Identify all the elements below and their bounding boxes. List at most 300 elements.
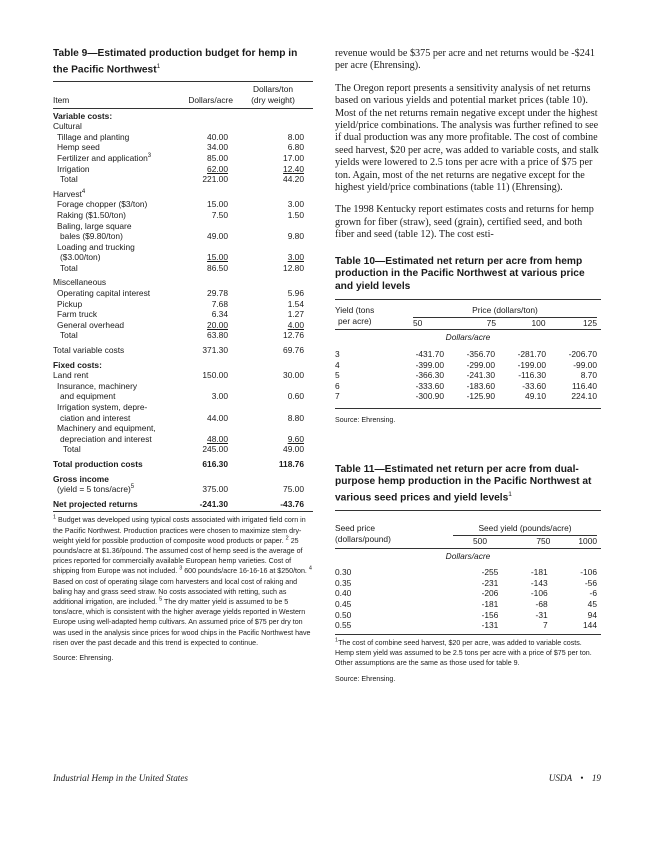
value: -43.76 xyxy=(280,498,304,509)
table-11-rows xyxy=(335,567,601,631)
column-header: 125 xyxy=(583,317,597,328)
footnote-marker: 5 xyxy=(130,484,135,491)
value: 85.00 xyxy=(207,152,228,163)
table-row xyxy=(335,620,601,631)
value-cell: -125.90 xyxy=(466,391,495,402)
value: 12.76 xyxy=(283,330,304,341)
footnote-marker: 3 xyxy=(179,566,183,573)
row-label xyxy=(53,199,168,210)
bullet-separator: • xyxy=(580,773,584,783)
value: 49.00 xyxy=(283,444,304,455)
row-header: per acre) xyxy=(338,315,372,326)
dollars-per-acre-cell xyxy=(168,413,228,424)
value-cell: 49.10 xyxy=(525,391,546,402)
dollars-per-ton-cell xyxy=(228,391,313,402)
value-cell: -241.30 xyxy=(466,370,495,381)
table-row xyxy=(335,588,601,599)
body-paragraph: The Oregon report presents a sensitivity analysis of net returns based on various yields and potential market prices (table 10). Most of the net returns remain negative except under the highest yield/price combinations. The analysis was further refined to see if dual production was any more profitable. The cost of combine seed harvest, $20 per acre, was added to variable costs, and stalk yields were lowered to 2.5 tons per acre with a price of $75 per ton. Again, most of the net returns are negative except for the highest yield/price combinations (table 11) (Ehrensing). xyxy=(335,82,599,194)
value-cell: -366.30 xyxy=(415,370,444,381)
row-label xyxy=(53,474,168,485)
value-cell: -33.60 xyxy=(522,380,546,391)
row-label-text: Miscellaneous xyxy=(53,277,107,288)
table-9 xyxy=(53,48,313,662)
table-row xyxy=(335,391,601,402)
value: 86.50 xyxy=(207,262,228,273)
value: 4.00 xyxy=(287,319,304,330)
dollars-per-acre-cell xyxy=(168,142,228,153)
seed-price-cell: 0.35 xyxy=(335,577,352,588)
seed-price-cell: 0.40 xyxy=(335,588,352,599)
dollars-per-ton-cell xyxy=(228,153,313,164)
row-label-text: Loading and trucking xyxy=(57,241,135,252)
table-row xyxy=(335,578,601,589)
row-label-text: and equipment xyxy=(60,391,116,402)
dollars-per-ton-cell xyxy=(228,174,313,185)
row-label xyxy=(53,423,168,434)
row-label xyxy=(53,345,168,356)
row-label-text: Harvest xyxy=(53,188,82,199)
value: 12.80 xyxy=(283,262,304,273)
table-row xyxy=(53,499,313,510)
row-label xyxy=(53,413,168,424)
table-rule xyxy=(53,511,313,512)
value: 118.76 xyxy=(278,458,304,469)
table-9-source: Source: Ehrensing. xyxy=(53,654,114,662)
table-rule xyxy=(53,81,313,82)
row-label xyxy=(53,444,168,455)
table-row xyxy=(53,309,313,320)
dollars-per-acre-cell xyxy=(168,199,228,210)
dollars-per-ton-cell xyxy=(228,263,313,274)
row-label-text: Land rent xyxy=(53,370,89,381)
dollars-per-ton-cell xyxy=(228,199,313,210)
seed-price-cell: 0.50 xyxy=(335,609,352,620)
dollars-per-acre-cell xyxy=(168,309,228,320)
yield-cell: 7 xyxy=(335,391,340,402)
table-row xyxy=(335,567,601,578)
dollars-per-acre-cell xyxy=(168,330,228,341)
value-cell: -106 xyxy=(530,588,548,599)
row-label-text: General overhead xyxy=(57,319,125,330)
footnote-marker: 2 xyxy=(285,535,289,542)
header-dollars-acre: Dollars/acre xyxy=(188,94,233,105)
table-row xyxy=(53,434,313,445)
row-label-text: (yield = 5 tons/acre) xyxy=(57,484,131,495)
value-cell: 116.40 xyxy=(572,380,597,391)
value: 3.00 xyxy=(287,199,304,210)
dollars-per-ton-cell xyxy=(228,299,313,310)
row-label xyxy=(53,132,168,143)
row-label xyxy=(53,142,168,153)
value: 1.50 xyxy=(287,209,304,220)
table-9-body xyxy=(53,84,313,509)
value: 15.00 xyxy=(207,199,228,210)
yield-cell: 5 xyxy=(335,370,340,381)
dollars-per-acre-cell xyxy=(168,288,228,299)
row-label xyxy=(53,381,168,392)
dollars-per-acre-cell xyxy=(168,299,228,310)
dollars-per-acre-cell xyxy=(168,370,228,381)
row-label-text: depreciation and interest xyxy=(60,433,152,444)
dollars-per-acre-cell xyxy=(168,320,228,331)
row-label-text: Insurance, machinery xyxy=(57,380,138,391)
yield-cell: 6 xyxy=(335,380,340,391)
table-10-header xyxy=(335,305,601,328)
row-label-text: Net projected returns xyxy=(53,498,138,509)
value: 30.00 xyxy=(283,370,304,381)
row-header: Seed price xyxy=(335,523,376,534)
dollars-per-acre-cell xyxy=(168,459,228,470)
table-row xyxy=(53,221,313,232)
body-paragraph: The 1998 Kentucky report estimates costs and returns for hemp grown for fiber (straw), seed (grain), certified seed, and both fiber and seed (table 12). The cost esti- xyxy=(335,204,594,241)
dollars-per-acre-cell xyxy=(168,484,228,495)
dollars-per-acre-cell xyxy=(168,444,228,455)
table-row xyxy=(53,345,313,356)
row-label-text: Operating capital interest xyxy=(57,288,151,299)
row-label xyxy=(53,164,168,175)
row-label-text: Fertilizer and application xyxy=(57,152,148,163)
dollars-per-ton-cell xyxy=(228,345,313,356)
footnote-text: 600 pounds/acre 16-16-16 at $250/ton. xyxy=(182,567,309,576)
value: 3.00 xyxy=(287,252,304,263)
value: 44.20 xyxy=(283,174,304,185)
value: 44.00 xyxy=(207,412,228,423)
row-label xyxy=(53,277,168,288)
table-9-notes xyxy=(53,515,313,648)
footnote-marker: 5 xyxy=(159,596,163,603)
row-label-text: Irrigation system, depre- xyxy=(57,402,148,413)
page-number: 19 xyxy=(591,773,601,783)
value-cell: -183.60 xyxy=(466,380,495,391)
dollars-per-ton-cell xyxy=(228,484,313,495)
row-label xyxy=(53,221,168,232)
row-label xyxy=(53,231,168,242)
row-label-text: Total variable costs xyxy=(53,345,125,356)
value-cell: -6 xyxy=(589,588,597,599)
footnote-marker: 3 xyxy=(147,153,152,160)
value-cell: -299.00 xyxy=(466,359,495,370)
row-label xyxy=(53,309,168,320)
value: -241.30 xyxy=(199,498,228,509)
dollars-per-ton-cell xyxy=(228,499,313,510)
table-rule xyxy=(335,299,601,300)
dollars-per-acre-cell xyxy=(168,174,228,185)
value-cell: 144 xyxy=(583,620,597,631)
seed-price-cell: 0.45 xyxy=(335,598,352,609)
group-header: Price (dollars/ton) xyxy=(413,305,597,318)
value: 8.80 xyxy=(287,412,304,423)
value: 75.00 xyxy=(283,484,304,495)
table-10-source: Source: Ehrensing. xyxy=(335,415,396,424)
row-label-text: Forage chopper ($3/ton) xyxy=(57,199,148,210)
table-row xyxy=(53,111,313,122)
table-row xyxy=(53,164,313,175)
value-cell: -399.00 xyxy=(415,359,444,370)
row-label xyxy=(53,189,168,200)
dollars-per-acre-cell xyxy=(168,164,228,175)
publication-title: Industrial Hemp in the United States xyxy=(53,773,188,783)
table-rule xyxy=(335,510,601,511)
table-rule xyxy=(335,548,601,549)
value-cell: -255 xyxy=(481,567,499,578)
value-cell: -206 xyxy=(481,588,499,599)
value-cell: -31 xyxy=(535,609,548,620)
table-row xyxy=(53,263,313,274)
dollars-per-ton-cell xyxy=(228,370,313,381)
table-11-header xyxy=(335,523,601,546)
row-label xyxy=(53,299,168,310)
yield-cell: 3 xyxy=(335,348,340,359)
dollars-per-ton-cell xyxy=(228,330,313,341)
value-cell: -106 xyxy=(580,567,597,578)
table-row xyxy=(53,423,313,434)
dollars-per-ton-cell xyxy=(228,252,313,263)
seed-price-cell: 0.30 xyxy=(335,567,352,578)
row-label-text: Total xyxy=(63,444,81,455)
table-row xyxy=(53,189,313,200)
footnote-text: Based on cost of operating silage corn harvesters and local cost of raking and baling hay and grass seed straw. No costs associated with retting, such as additional irrigation, are included. xyxy=(53,577,298,606)
row-label xyxy=(53,499,168,510)
value: 375.00 xyxy=(202,484,228,495)
footnote-text: 25 pounds/acre at $1.36/pound. The assumed cost of hemp seed is the average of prices reported for commercially available European hemp varieties. Cost of shipping from Europe was not included. xyxy=(53,536,303,576)
value: 40.00 xyxy=(207,131,228,142)
value: 245.00 xyxy=(202,444,228,455)
value-cell: -231 xyxy=(481,577,499,588)
page-number-block xyxy=(549,773,601,783)
dollars-per-ton-cell xyxy=(228,164,313,175)
row-label xyxy=(53,174,168,185)
value-cell: -181 xyxy=(481,598,499,609)
value: 62.00 xyxy=(207,163,228,174)
table-row xyxy=(53,299,313,310)
row-label xyxy=(53,242,168,253)
row-label-text: Total production costs xyxy=(53,458,143,469)
right-column xyxy=(335,48,601,685)
row-label-text: Raking ($1.50/ton) xyxy=(57,209,126,220)
group-header: Seed yield (pounds/acre) xyxy=(453,523,597,536)
table-row xyxy=(335,360,601,371)
row-label-text: ciation and interest xyxy=(60,412,131,423)
row-label xyxy=(53,252,168,263)
value-cell: -143 xyxy=(530,577,548,588)
value-cell: 224.10 xyxy=(571,391,597,402)
table-row xyxy=(53,142,313,153)
row-label xyxy=(53,459,168,470)
column-header: 500 xyxy=(473,536,487,547)
table-row xyxy=(335,349,601,360)
column-header: 1000 xyxy=(578,536,598,547)
row-label-text: Total xyxy=(60,262,78,273)
row-header: (dollars/pound) xyxy=(335,534,391,545)
table-row xyxy=(53,153,313,164)
table-rule xyxy=(335,634,601,635)
table-row xyxy=(335,370,601,381)
value: 221.00 xyxy=(202,174,228,185)
value: 5.96 xyxy=(287,288,304,299)
value-cell: 8.70 xyxy=(580,370,597,381)
table-row xyxy=(335,599,601,610)
value-cell: 7 xyxy=(542,620,548,631)
table-row xyxy=(53,288,313,299)
value: 8.00 xyxy=(287,131,304,142)
dollars-per-acre-cell xyxy=(168,252,228,263)
dollars-per-ton-cell xyxy=(228,231,313,242)
row-label xyxy=(53,370,168,381)
footnote-text: The dry matter yield is assumed to be 5 tons/acre, which is consistent with the higher average yields reported in Western Europe using well-adapted hemp cultivars. An assumed price of $75 per dry ton was used in the analysis since prices for wood chips in the Pacific Northwest have risen over the past decade and this trend is expected to continue. xyxy=(53,597,311,647)
table-row xyxy=(53,413,313,424)
row-label xyxy=(53,360,168,371)
column-header: 75 xyxy=(486,317,496,328)
unit-label: Dollars/acre xyxy=(445,332,491,343)
agency-label: USDA xyxy=(548,773,572,783)
value-cell: -56 xyxy=(584,577,597,588)
footnote-marker: 1 xyxy=(53,515,57,521)
dollars-per-acre-cell xyxy=(168,391,228,402)
row-label-text: Hemp seed xyxy=(57,142,100,153)
value-cell: -206.70 xyxy=(568,348,597,359)
dollars-per-acre-cell xyxy=(168,345,228,356)
dollars-per-ton-cell xyxy=(228,413,313,424)
dollars-per-acre-cell xyxy=(168,263,228,274)
column-header: 100 xyxy=(531,317,546,328)
dollars-per-acre-cell xyxy=(168,132,228,143)
table-rule xyxy=(335,329,601,330)
row-label xyxy=(53,263,168,274)
value: 371.30 xyxy=(202,345,228,356)
table-row xyxy=(53,132,313,143)
row-label-text: Machinery and equipment, xyxy=(57,423,156,434)
value-cell: -116.30 xyxy=(518,370,546,381)
header-dollars-ton: Dollars/ton (dry weight) xyxy=(251,84,295,105)
dollars-per-ton-cell xyxy=(228,434,313,445)
dollars-per-ton-cell xyxy=(228,132,313,143)
table-row xyxy=(53,370,313,381)
table-11-note: $^1$The cost of combine seed harvest, $20 per acre, was added to variable costs. Hemp stem yield was assumed to be 2.5 tons per acre with a price of $75 per ton. Other assumptions are the same as those used for table 9. xyxy=(335,637,592,668)
row-label xyxy=(53,320,168,331)
value: 17.00 xyxy=(283,152,304,163)
value: 1.54 xyxy=(287,298,304,309)
dollars-per-ton-cell xyxy=(228,444,313,455)
dollars-per-ton-cell xyxy=(228,320,313,331)
value: 20.00 xyxy=(207,319,228,330)
dollars-per-ton-cell xyxy=(228,459,313,470)
row-label xyxy=(53,391,168,402)
value-cell: -281.70 xyxy=(517,348,546,359)
table-row xyxy=(335,610,601,621)
row-label-text: Farm truck xyxy=(57,309,98,320)
body-paragraph: revenue would be $375 per acre and net returns would be -$241 per acre (Ehrensing). xyxy=(335,48,595,72)
table-rule xyxy=(335,408,601,409)
row-label xyxy=(53,121,168,132)
table-11-title: Table 11—Estimated net return per acre from dual-purpose hemp production in the Pacific Northwest at various seed prices and yield levels$^1$ xyxy=(335,463,592,503)
row-label xyxy=(53,288,168,299)
column-headers xyxy=(453,536,601,547)
row-label-text: Baling, large square xyxy=(57,220,132,231)
row-label-text: Fixed costs: xyxy=(53,359,102,370)
value-cell: -156 xyxy=(481,609,499,620)
table-row xyxy=(53,402,313,413)
column-headers xyxy=(393,318,601,329)
value: 34.00 xyxy=(207,142,228,153)
value-cell: -300.90 xyxy=(415,391,444,402)
value: 63.80 xyxy=(207,330,228,341)
value: 616.30 xyxy=(202,458,228,469)
value-cell: -99.00 xyxy=(573,359,597,370)
row-label xyxy=(53,210,168,221)
value-cell: -131 xyxy=(481,620,499,631)
value: 15.00 xyxy=(207,252,228,263)
footnote-marker: 4 xyxy=(81,188,86,195)
seed-price-cell: 0.55 xyxy=(335,620,352,631)
table-10-rows xyxy=(335,349,601,402)
row-label-text: Irrigation xyxy=(57,163,90,174)
row-label xyxy=(53,484,168,495)
value: 150.00 xyxy=(202,370,228,381)
row-label xyxy=(53,153,168,164)
table-row xyxy=(53,444,313,455)
row-label-text: Total xyxy=(60,174,78,185)
dollars-per-ton-cell xyxy=(228,210,313,221)
value: 29.78 xyxy=(207,288,228,299)
table-row xyxy=(53,360,313,371)
value: 7.68 xyxy=(211,298,228,309)
table-row xyxy=(53,174,313,185)
value-cell: -356.70 xyxy=(466,348,495,359)
table-9-header xyxy=(53,84,313,105)
table-row xyxy=(53,121,313,132)
table-row xyxy=(53,484,313,495)
row-label-text: Pickup xyxy=(57,298,83,309)
column-header: 50 xyxy=(413,317,423,328)
table-row xyxy=(53,242,313,253)
value: 6.34 xyxy=(211,309,228,320)
value-cell: -199.00 xyxy=(517,359,546,370)
table-10 xyxy=(335,256,601,426)
table-row xyxy=(53,459,313,470)
dollars-per-acre-cell xyxy=(168,499,228,510)
row-label-text: Gross income xyxy=(53,473,109,484)
dollars-per-acre-cell xyxy=(168,210,228,221)
dollars-per-ton-cell xyxy=(228,142,313,153)
table-row xyxy=(53,210,313,221)
dollars-per-acre-cell xyxy=(168,231,228,242)
footnote-marker: 4 xyxy=(308,566,312,573)
table-11-source: Source: Ehrensing. xyxy=(335,675,396,684)
table-11 xyxy=(335,464,601,685)
row-label xyxy=(53,111,168,122)
value: 48.00 xyxy=(207,433,228,444)
value-cell: -181 xyxy=(530,567,548,578)
table-row xyxy=(53,381,313,392)
row-label xyxy=(53,330,168,341)
value: 69.76 xyxy=(283,345,304,356)
row-label-text: bales ($9.80/ton) xyxy=(60,231,123,242)
table-rule xyxy=(53,108,313,109)
yield-cell: 4 xyxy=(335,359,340,370)
table-9-title: Table 9—Estimated production budget for hemp in the Pacific Northwest$^1$ xyxy=(53,48,298,75)
table-9-rows xyxy=(53,111,313,510)
value: 9.80 xyxy=(287,231,304,242)
value: 1.27 xyxy=(287,309,304,320)
table-row xyxy=(53,231,313,242)
table-row xyxy=(53,474,313,485)
value: 49.00 xyxy=(207,231,228,242)
value: 6.80 xyxy=(287,142,304,153)
table-row xyxy=(53,320,313,331)
value: 7.50 xyxy=(211,209,228,220)
row-header: Yield (tons xyxy=(335,305,375,316)
value-cell: -68 xyxy=(535,598,548,609)
